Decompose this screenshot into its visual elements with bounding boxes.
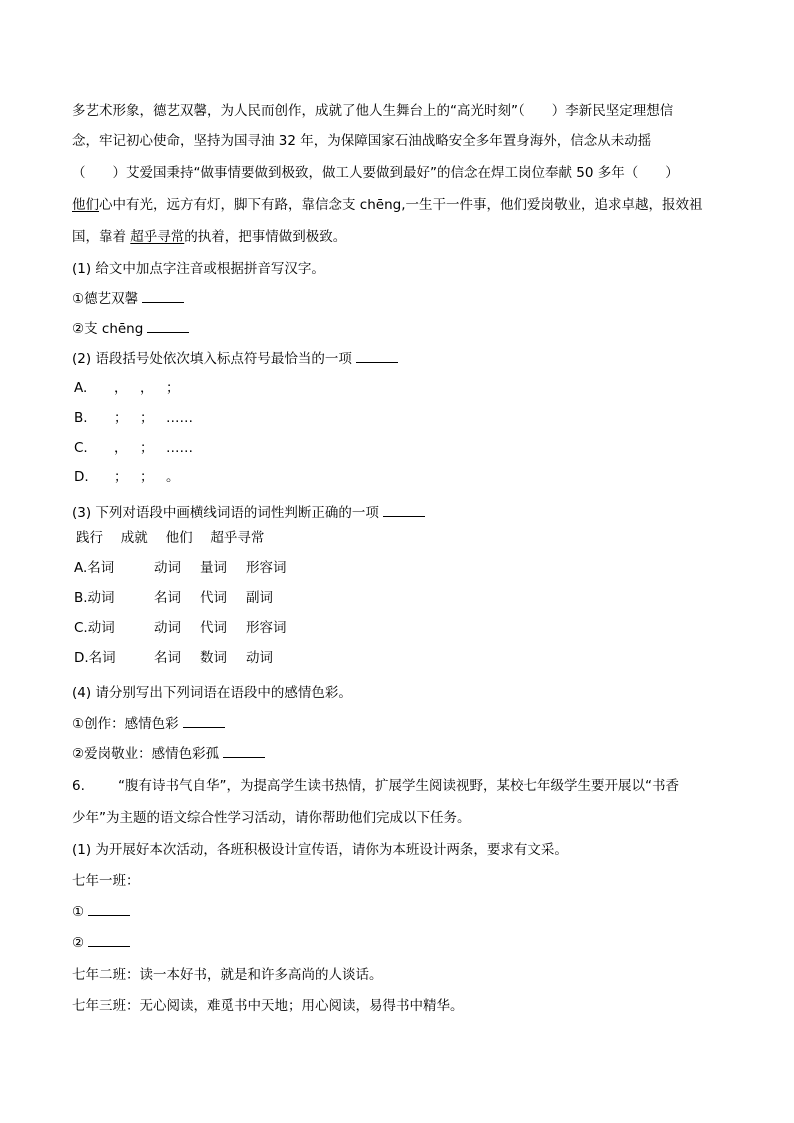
option-col: 动词 <box>154 620 181 636</box>
option-mark: ； <box>140 410 154 426</box>
question-4-item-b <box>72 744 265 764</box>
question-4: (4) 请分别写出下列词语在语段中的感情色彩。 <box>72 685 352 701</box>
slogan-marker: ② <box>72 935 85 951</box>
q3-option[interactable] <box>74 648 273 668</box>
option-mark: ； <box>114 469 128 485</box>
option-col: 名词 <box>154 590 181 606</box>
passage-line-4 <box>72 195 703 215</box>
option-letter: C. <box>74 440 88 456</box>
passage-line-5 <box>72 227 346 247</box>
q2-option[interactable] <box>74 438 193 458</box>
option-col: 副词 <box>246 590 273 606</box>
passage-line-2: 念，牢记初心使命，坚持为国寻油 32 年，为保障国家石油战略安全多年置身海外，信念从未动摇 <box>72 133 652 149</box>
question-2-label: (2) 语段括号处依次填入标点符号最恰当的一项 <box>72 351 352 367</box>
passage-line-5-start: 国，靠着 <box>72 229 131 245</box>
question-6-text: “腹有诗书气自华”，为提高学生读书热情，扩展学生阅读视野，某校七年级学生要开展以“书香 <box>118 778 679 794</box>
option-letter: A. <box>74 380 88 396</box>
question-3-label: (3) 下列对语段中画横线词语的词性判断正确的一项 <box>72 505 379 521</box>
question-4-item-a <box>72 714 225 734</box>
option-col: 代词 <box>200 590 227 606</box>
question-3-words: 践行 成就 他们 超乎寻常 <box>76 530 265 546</box>
option-col: D.名词 <box>74 650 116 666</box>
passage-line-1: 多艺术形象，德艺双馨，为人民而创作，成就了他人生舞台上的“高光时刻”（ ）李新民坚定理想信 <box>72 103 674 119</box>
passage-line-3: （ ）艾爱国秉持“做事情要做到极致，做工人要做到最好”的信念在焊工岗位奉献 50 多年（ ） <box>72 165 679 181</box>
answer-blank[interactable] <box>88 934 130 947</box>
answer-blank[interactable] <box>183 715 225 728</box>
option-col: 形容词 <box>246 560 287 576</box>
question-1-item-b <box>72 319 189 339</box>
option-mark: ； <box>140 440 154 456</box>
question-6 <box>72 776 679 796</box>
answer-blank[interactable] <box>88 903 130 916</box>
q2-option[interactable] <box>74 378 180 398</box>
question-6-continued: 少年”为主题的语文综合性学习活动，请你帮助他们完成以下任务。 <box>72 810 471 826</box>
passage-line-5-end: 的执着，把事情做到极致。 <box>184 229 347 245</box>
option-letter: D. <box>74 469 89 485</box>
option-mark: 。 <box>166 469 180 485</box>
q2-option[interactable] <box>74 467 180 487</box>
option-col: 量词 <box>200 560 227 576</box>
class-2-slogan: 七年二班：读一本好书，就是和许多高尚的人谈话。 <box>72 967 383 983</box>
question-1-item-a <box>72 289 184 309</box>
option-mark: ； <box>140 469 154 485</box>
class-3-slogan: 七年三班：无心阅读，难觅书中天地；用心阅读，易得书中精华。 <box>72 998 464 1014</box>
option-col: 动词 <box>246 650 273 666</box>
option-col: 名词 <box>154 650 181 666</box>
answer-blank[interactable] <box>223 745 265 758</box>
option-col: 代词 <box>200 620 227 636</box>
class-1-heading: 七年一班： <box>72 873 140 889</box>
option-mark: …… <box>166 410 193 426</box>
question-4-item-a-label: ①创作：感情色彩 <box>72 716 179 732</box>
answer-blank[interactable] <box>142 290 184 303</box>
option-mark: ， <box>114 440 128 456</box>
question-1-item-a-label: ①德艺双馨 <box>72 291 139 307</box>
question-1-item-b-label: ②支 chēng <box>72 321 144 337</box>
option-letter: B. <box>74 410 88 426</box>
option-col: 数词 <box>200 650 227 666</box>
option-col: C.动词 <box>74 620 115 636</box>
question-number: 6. <box>72 778 85 794</box>
answer-blank[interactable] <box>356 350 398 363</box>
passage-line-4-text: 心中有光，远方有灯，脚下有路，靠信念支 chēng,一生干一件事，他们爱岗敬业，追求卓越，报效祖 <box>99 197 703 213</box>
class-1-slogan-a <box>72 902 130 922</box>
question-1: (1) 给文中加点字注音或根据拼音写汉字。 <box>72 261 325 277</box>
underlined-word-tamen: 他们 <box>72 197 99 213</box>
underlined-word-chaohuxunchang: 超乎寻常 <box>130 229 185 245</box>
question-2 <box>72 349 398 369</box>
answer-blank[interactable] <box>147 320 189 333</box>
option-mark: ； <box>114 410 128 426</box>
option-col: 形容词 <box>246 620 287 636</box>
q3-option[interactable] <box>74 618 287 638</box>
option-col: A.名词 <box>74 560 115 576</box>
question-4-item-b-label: ②爱岗敬业：感情色彩孤 <box>72 746 220 762</box>
option-col: 动词 <box>154 560 181 576</box>
answer-blank[interactable] <box>383 504 425 517</box>
option-col: B.动词 <box>74 590 115 606</box>
option-mark: ， <box>140 380 154 396</box>
question-3 <box>72 503 425 523</box>
option-mark: ； <box>166 380 180 396</box>
slogan-marker: ① <box>72 904 85 920</box>
class-1-slogan-b <box>72 933 130 953</box>
q2-option[interactable] <box>74 408 193 428</box>
q3-option[interactable] <box>74 588 273 608</box>
option-mark: ， <box>114 380 128 396</box>
question-6-part-1: (1) 为开展好本次活动，各班积极设计宣传语，请你为本班设计两条，要求有文采。 <box>72 842 568 858</box>
option-mark: …… <box>166 440 193 456</box>
q3-option[interactable] <box>74 558 287 578</box>
